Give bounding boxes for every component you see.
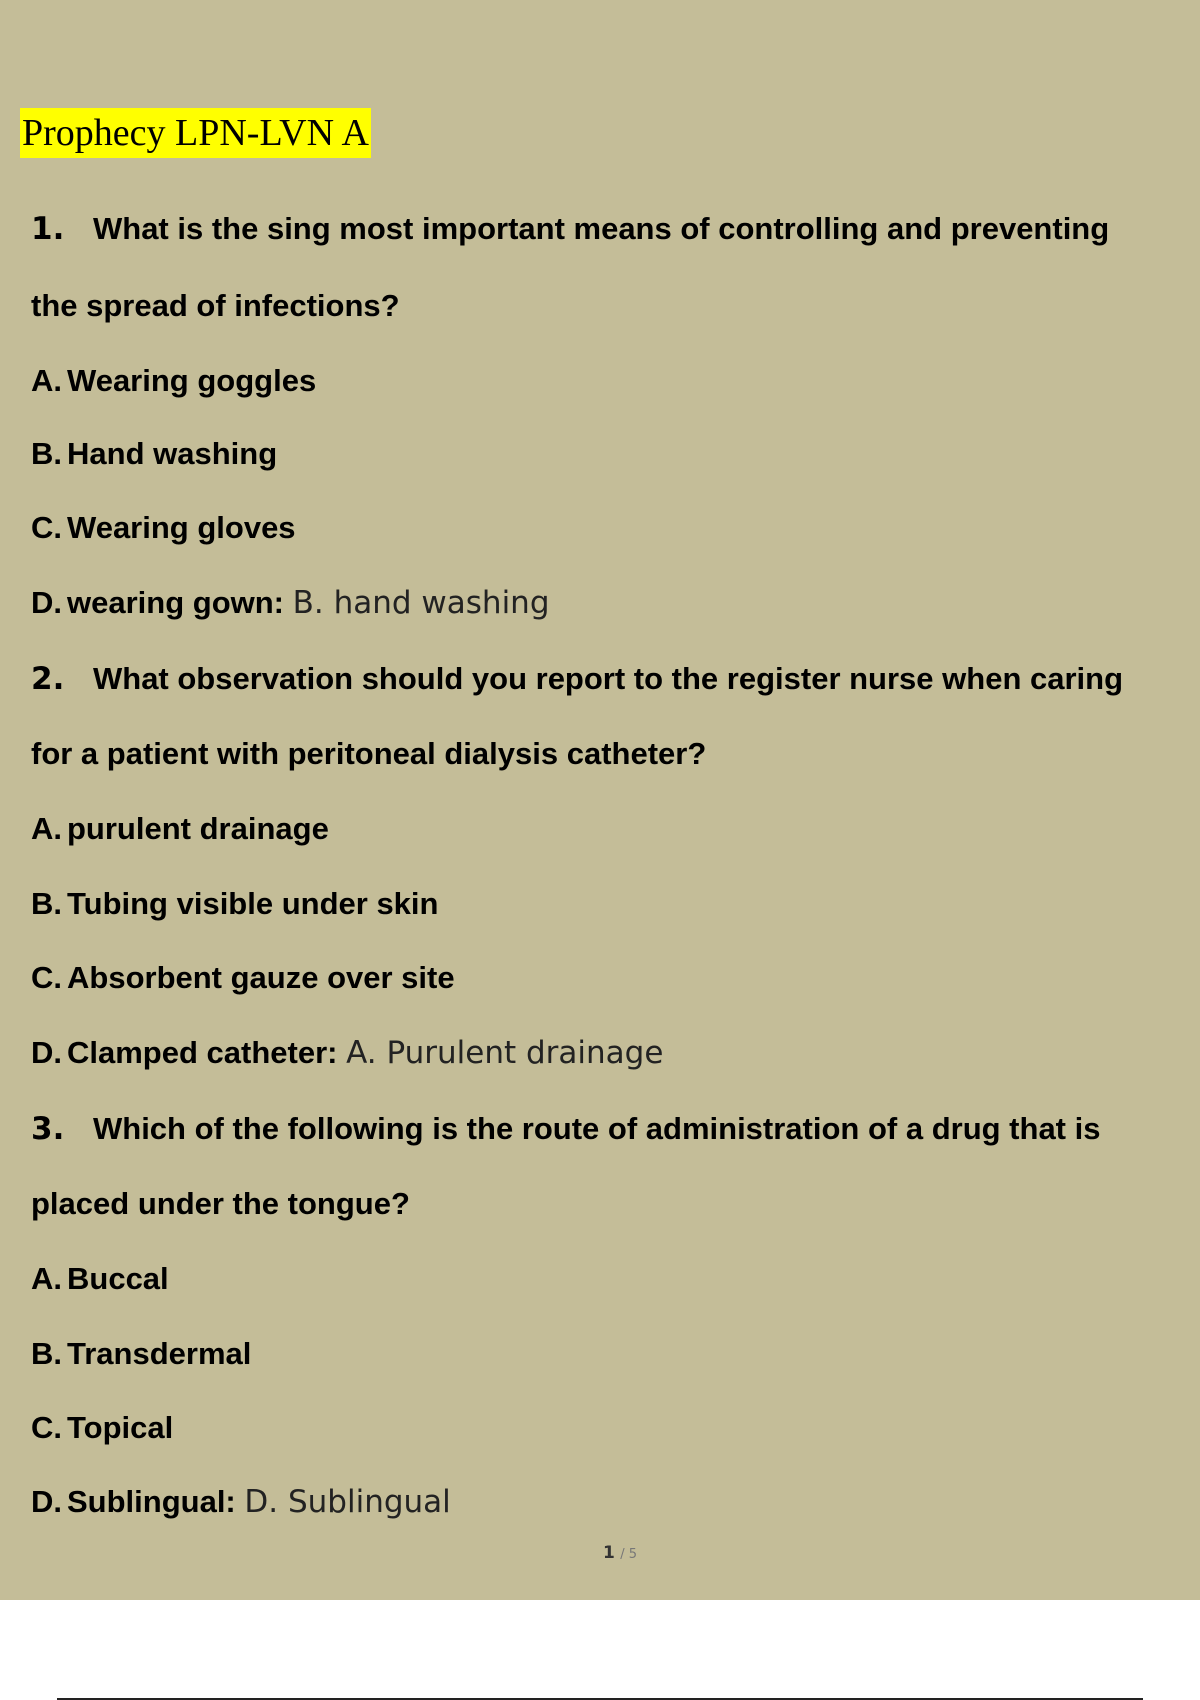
question-3-option-c	[31, 1408, 173, 1448]
question-2-stem-line-2: for a patient with peritoneal dialysis catheter?	[31, 736, 707, 771]
document-title: Prophecy LPN-LVN A	[20, 108, 371, 158]
page-indicator	[0, 1543, 1200, 1563]
option-letter: A.	[31, 363, 62, 398]
question-text: Which of the following is the route of administration of a drug that is	[93, 1111, 1101, 1146]
question-2-option-d	[31, 1033, 663, 1073]
option-letter: A.	[31, 811, 62, 846]
question-number: 3.	[31, 1111, 65, 1147]
question-3-stem-line-1	[31, 1109, 1100, 1149]
question-2-option-c	[31, 958, 455, 998]
question-3-option-a	[31, 1259, 169, 1299]
option-letter: C.	[31, 510, 62, 545]
option-letter: B.	[31, 436, 62, 471]
question-2-stem-line-1	[31, 659, 1123, 699]
option-letter: D.	[31, 1035, 62, 1070]
option-letter: D.	[31, 585, 62, 620]
answer-text: B. hand washing	[292, 585, 550, 621]
option-text: Wearing gloves	[67, 510, 296, 545]
option-text: Sublingual:	[67, 1484, 236, 1519]
answer-text: A. Purulent drainage	[346, 1035, 664, 1071]
question-3-stem-line-2: placed under the tongue?	[31, 1186, 410, 1221]
question-number: 2.	[31, 661, 65, 697]
option-letter: B.	[31, 1336, 62, 1371]
question-text: What is the sing most important means of controlling and preventing	[93, 211, 1110, 246]
total-pages: / 5	[620, 1547, 638, 1562]
option-text: Topical	[67, 1410, 174, 1445]
option-text: Transdermal	[67, 1336, 252, 1371]
question-1-stem-line-2: the spread of infections?	[31, 288, 400, 323]
question-1-option-d	[31, 583, 550, 623]
option-letter: A.	[31, 1261, 62, 1296]
option-text: Hand washing	[67, 436, 278, 471]
option-text: Absorbent gauze over site	[67, 960, 455, 995]
option-text: Wearing goggles	[67, 363, 317, 398]
option-letter: C.	[31, 960, 62, 995]
question-2-option-b	[31, 884, 438, 924]
option-text: Buccal	[67, 1261, 169, 1296]
question-3-option-b	[31, 1334, 251, 1374]
option-text: Clamped catheter:	[67, 1035, 338, 1070]
option-text: Tubing visible under skin	[67, 886, 439, 921]
question-3-option-d	[31, 1482, 451, 1522]
question-1-option-c	[31, 508, 296, 548]
option-text: purulent drainage	[67, 811, 329, 846]
option-letter: C.	[31, 1410, 62, 1445]
option-letter: D.	[31, 1484, 62, 1519]
question-text: What observation should you report to the register nurse when caring	[93, 661, 1124, 696]
answer-text: D. Sublingual	[244, 1484, 451, 1520]
question-1-stem-line-1	[31, 209, 1109, 249]
current-page-number: 1	[602, 1543, 615, 1563]
question-1-option-a	[31, 361, 316, 401]
question-number: 1.	[31, 211, 65, 247]
question-2-option-a	[31, 809, 329, 849]
option-text: wearing gown:	[67, 585, 284, 620]
option-letter: B.	[31, 886, 62, 921]
question-1-option-b	[31, 434, 277, 474]
